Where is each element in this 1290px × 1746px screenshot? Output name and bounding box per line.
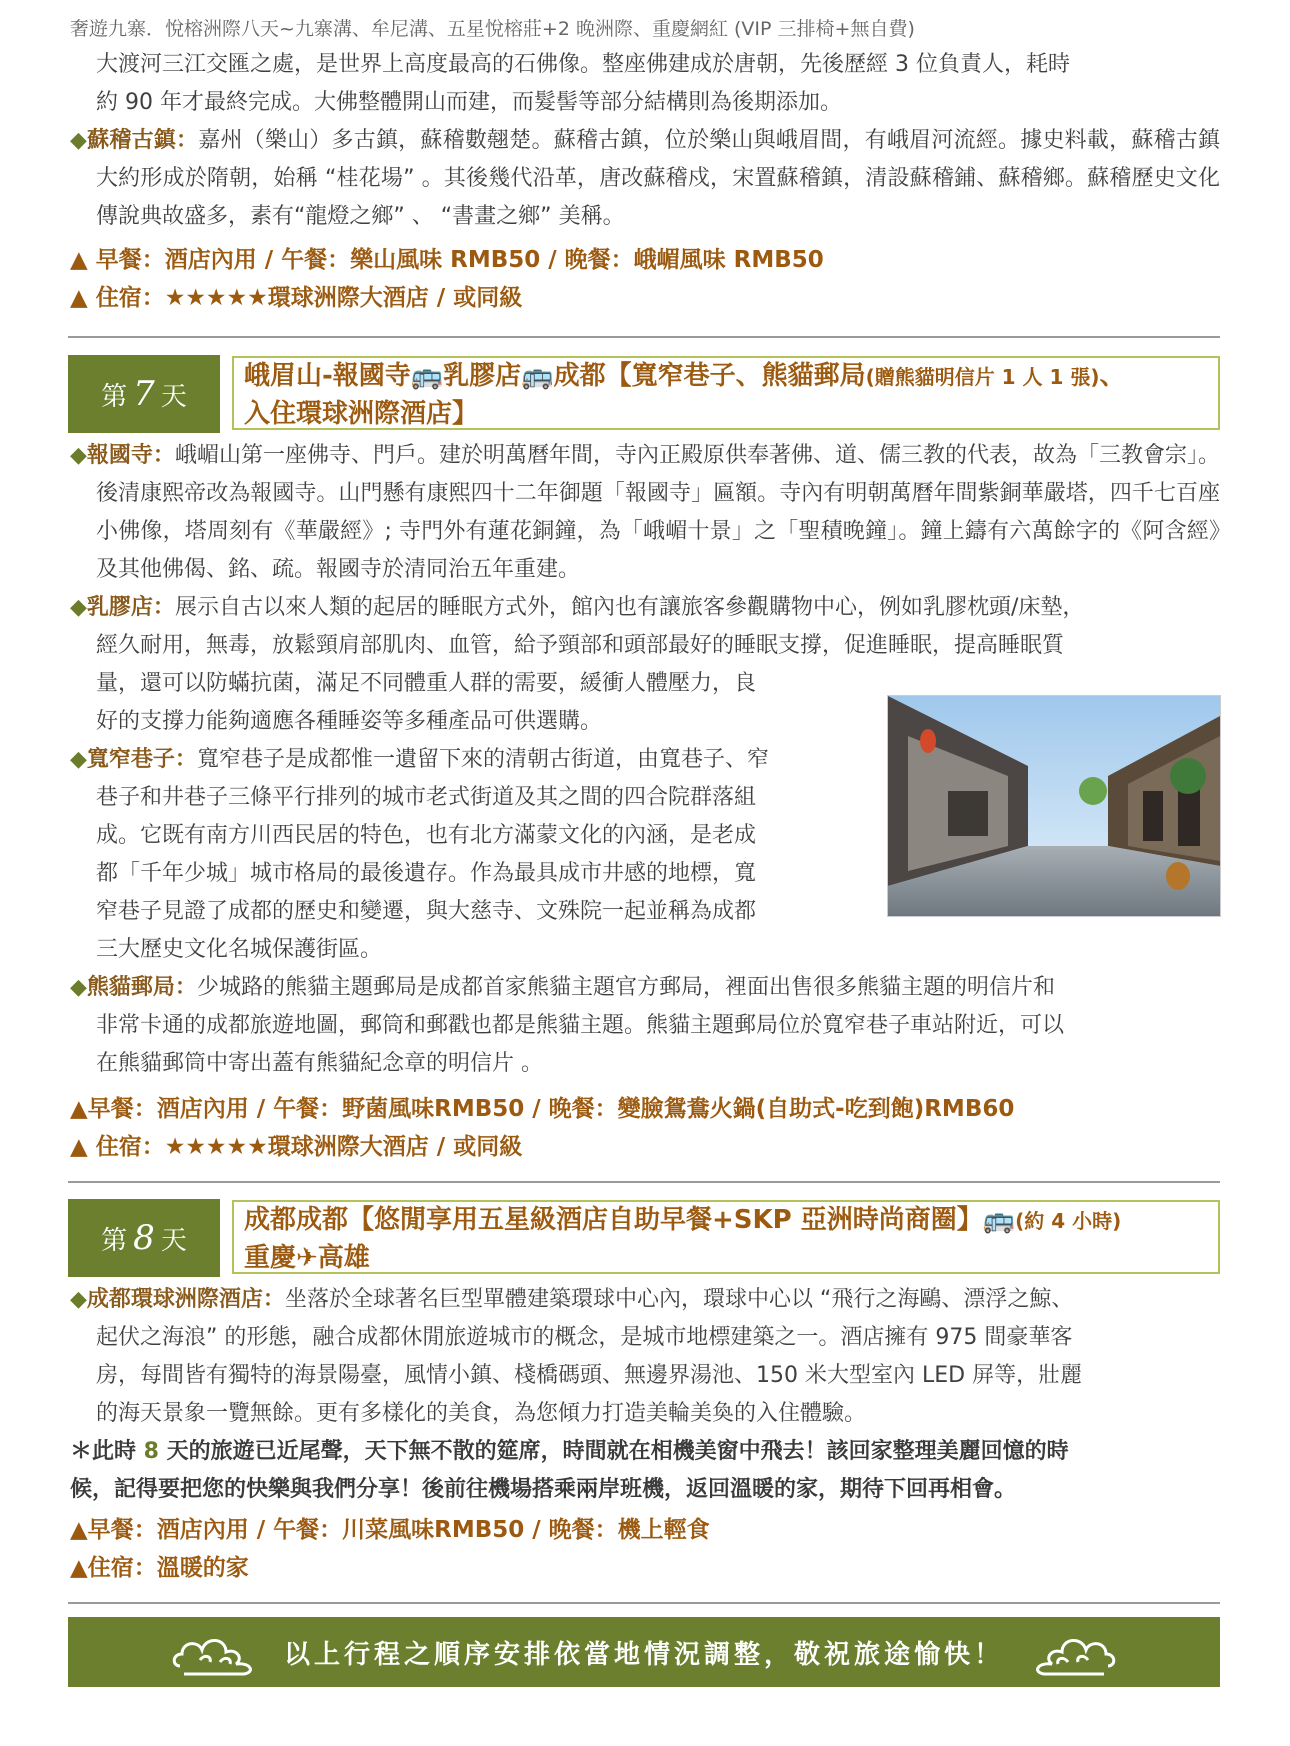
text-line: 成。它既有南方川西民居的特色，也有北方滿蒙文化的內涵，是老成 bbox=[96, 823, 757, 848]
text-line: 少城路的熊貓主題郵局是成都首家熊貓主題官方郵局，裡面出售很多熊貓主題的明信片和 bbox=[196, 975, 1055, 1000]
day7-badge bbox=[68, 355, 220, 433]
hotel-label: 成都環球洲際酒店： bbox=[86, 1287, 285, 1312]
leshan-continuation bbox=[70, 46, 1220, 236]
text-line: 寬窄巷子是成都惟一遺留下來的清朝古街道，由寬巷子、窄 bbox=[196, 747, 769, 772]
day8-badge bbox=[68, 1199, 220, 1277]
text-line: 巷子和井巷子三條平行排列的城市老式街道及其之間的四合院群落組 bbox=[96, 785, 757, 810]
text-line: 展示自古以來人類的起居的睡眠方式外，館內也有讓旅客參觀購物中心，例如乳膠枕頭/床墊， bbox=[174, 595, 1085, 620]
day8-stay: ▲住宿：溫暖的家 bbox=[70, 1555, 249, 1581]
latex-section bbox=[70, 589, 1220, 627]
title-note: (約 4 小時) bbox=[1015, 1209, 1122, 1233]
text-line: 在熊貓郵筒中寄出蓋有熊貓紀念章的明信片 。 bbox=[96, 1051, 543, 1076]
day-suffix: 天 bbox=[160, 381, 187, 412]
text-line: 窄巷子見證了成都的歷史和變遷，與大慈寺、文殊院一起並稱為成都 bbox=[96, 899, 757, 924]
hotel-section bbox=[70, 1281, 1220, 1319]
note-prefix: ＊此時 bbox=[70, 1439, 144, 1464]
divider bbox=[68, 336, 1220, 338]
suji-text: 嘉州（樂山）多古鎮，蘇稽數翹楚。蘇稽古鎮，位於樂山與峨眉間，有峨眉河流經。據史料載，蘇稽古鎮大約形成於隋朝，始稱 “桂花場” 。其後幾代沿革，唐改蘇稽戍，宋置蘇稽鎮，清設蘇稽鋪、蘇稽鄉。蘇稽歷史文化傳說典故盛多，素有“龍燈之鄉” 、 “書畫之鄉” 美稱。 bbox=[96, 128, 1220, 229]
day7-meals: ▲早餐：酒店內用 / 午餐：野菌風味RMB50 / 晚餐：變臉鴛鴦火鍋(自助式-吃到飽)RMB60 bbox=[70, 1096, 1015, 1122]
text-line: 非常卡通的成都旅遊地圖，郵筒和郵戳也都是熊貓主題。熊貓主題郵局位於寬窄巷子車站附近，可以 bbox=[96, 1013, 1065, 1038]
title-line2: 入住環球洲際酒店】 bbox=[244, 399, 479, 429]
title-part: 乳膠店 bbox=[443, 361, 522, 391]
page-header: 奢遊九寨．悅榕洲際八天~九寨溝、牟尼溝、五星悅榕莊+2 晚洲際、重慶網紅 (VIP 三排椅+無自費) bbox=[70, 18, 915, 40]
day-number: 8 bbox=[133, 1218, 155, 1258]
baoguo-section bbox=[70, 437, 1220, 589]
title-line2: 重慶✈高雄 bbox=[244, 1243, 370, 1273]
baoguo-text: 峨嵋山第一座佛寺、門戶。建於明萬曆年間，寺內正殿原供奉著佛、道、儒三教的代表，故為「三教會宗」。後清康熙帝改為報國寺。山門懸有康熙四十二年御題「報國寺」匾額。寺內有明朝萬曆年間紫銅華嚴塔，四千七百座小佛像，塔周刻有《華嚴經》; 寺門外有蓮花銅鐘，為「峨嵋十景」之「聖積晚鐘」。鐘上鑄有六萬餘字的《阿含經》及其他佛偈、銘、疏。報國寺於清同治五年重建。 bbox=[96, 443, 1220, 582]
cloud-ornament-icon bbox=[170, 1626, 266, 1678]
day-suffix: 天 bbox=[160, 1225, 187, 1256]
title-part: 成都成都【悠閒享用五星級酒店自助早餐+SKP 亞洲時尚商圈】 bbox=[244, 1205, 983, 1235]
latex-label: 乳膠店： bbox=[86, 595, 175, 620]
day6-stay: ▲ 住宿：★★★★★環球洲際大酒店 / 或同級 bbox=[70, 285, 523, 311]
bullet-icon: ◆ bbox=[70, 747, 87, 772]
bullet-icon: ◆ bbox=[70, 128, 88, 153]
bullet-icon: ◆ bbox=[70, 595, 87, 620]
bus-icon: 🚌 bbox=[521, 361, 554, 391]
title-note: (贈熊貓明信片 1 人 1 張) bbox=[865, 365, 1100, 389]
day6-meals: ▲ 早餐：酒店內用 / 午餐：樂山風味 RMB50 / 晚餐：峨嵋風味 RMB50 bbox=[70, 247, 824, 273]
bullet-icon: ◆ bbox=[70, 975, 87, 1000]
text-line: 天的旅遊已近尾聲，天下無不散的筵席，時間就在相機美窗中飛去！該回家整理美麗回憶的時 bbox=[158, 1439, 1069, 1464]
text-line: 經久耐用，無毒，放鬆頸肩部肌肉、血管，給予頸部和頭部最好的睡眠支撐，促進睡眠，提高睡眠質 bbox=[96, 633, 1065, 658]
title-part: 成都【寬窄巷子、熊貓郵局 bbox=[553, 361, 866, 391]
bus-icon: 🚌 bbox=[410, 361, 444, 391]
suji-section bbox=[70, 122, 1220, 236]
text-line: 三大歷史文化名城保護街區。 bbox=[96, 937, 383, 962]
text-line: 好的支撐力能夠適應各種睡姿等多種產品可供選購。 bbox=[96, 709, 603, 734]
day-prefix: 第 bbox=[101, 381, 128, 412]
bullet-icon: ◆ bbox=[70, 1287, 87, 1312]
text-line: 候，記得要把您的快樂與我們分享！後前往機場搭乘兩岸班機，返回溫暖的家，期待下回再相會。 bbox=[70, 1477, 1017, 1502]
footer-text: 以上行程之順序安排依當地情況調整，敬祝旅途愉快！ bbox=[283, 1639, 1004, 1670]
day8-meals: ▲早餐：酒店內用 / 午餐：川菜風味RMB50 / 晚餐：機上輕食 bbox=[70, 1517, 710, 1543]
day8-title bbox=[232, 1200, 1220, 1274]
day7-stay: ▲ 住宿：★★★★★環球洲際大酒店 / 或同級 bbox=[70, 1134, 523, 1160]
panda-section bbox=[70, 969, 1220, 1007]
divider bbox=[68, 1181, 1220, 1183]
day7-title bbox=[232, 356, 1220, 430]
text-line: 量，還可以防蟎抗菌，滿足不同體重人群的需要，緩衝人體壓力，良 bbox=[96, 671, 757, 696]
text-line: 起伏之海浪” 的形態，融合成都休閒旅遊城市的概念，是城市地標建築之一。酒店擁有 975 間豪華客 bbox=[96, 1325, 1073, 1350]
text-line: 大渡河三江交匯之處，是世界上高度最高的石佛像。整座佛建成於唐朝，先後歷經 3 位負責人，耗時 bbox=[96, 52, 1070, 77]
text-line: 約 90 年才最終完成。大佛整體開山而建，而髮髻等部分結構則為後期添加。 bbox=[96, 90, 842, 115]
title-part: 峨眉山-報國寺 bbox=[244, 361, 411, 391]
text-line: 房，每間皆有獨特的海景陽臺，風情小鎮、棧橋碼頭、無邊界湯池、150 米大型室內 LED 屏等，壯麗 bbox=[96, 1363, 1083, 1388]
footer-banner bbox=[68, 1617, 1220, 1687]
bullet-icon: ◆ bbox=[70, 443, 87, 468]
title-part: 、 bbox=[1099, 361, 1126, 391]
day-number: 7 bbox=[133, 374, 155, 414]
baoguo-label: 報國寺： bbox=[86, 443, 175, 468]
text-line: 的海天景象一覽無餘。更有多樣化的美食，為您傾力打造美輪美奐的入住體驗。 bbox=[96, 1401, 867, 1426]
text-line: 坐落於全球著名巨型單體建築環球中心內，環球中心以 “飛行之海鷗、漂浮之鯨、 bbox=[284, 1287, 1074, 1312]
kuanzhai-label: 寬窄巷子： bbox=[86, 747, 197, 772]
text-line: 都「千年少城」城市格局的最後遺存。作為最具成市井感的地標，寬 bbox=[96, 861, 757, 886]
kuanzhai-alley-photo bbox=[887, 695, 1221, 917]
suji-label: 蘇稽古鎮： bbox=[87, 128, 199, 153]
divider bbox=[68, 1602, 1220, 1604]
note-number: 8 bbox=[143, 1439, 159, 1464]
cloud-ornament-icon bbox=[1022, 1626, 1118, 1678]
panda-label: 熊貓郵局： bbox=[86, 975, 197, 1000]
bus-icon: 🚌 bbox=[982, 1205, 1016, 1235]
day-prefix: 第 bbox=[101, 1225, 128, 1256]
day8-body bbox=[70, 1281, 1220, 1509]
closing-note bbox=[70, 1433, 1220, 1471]
